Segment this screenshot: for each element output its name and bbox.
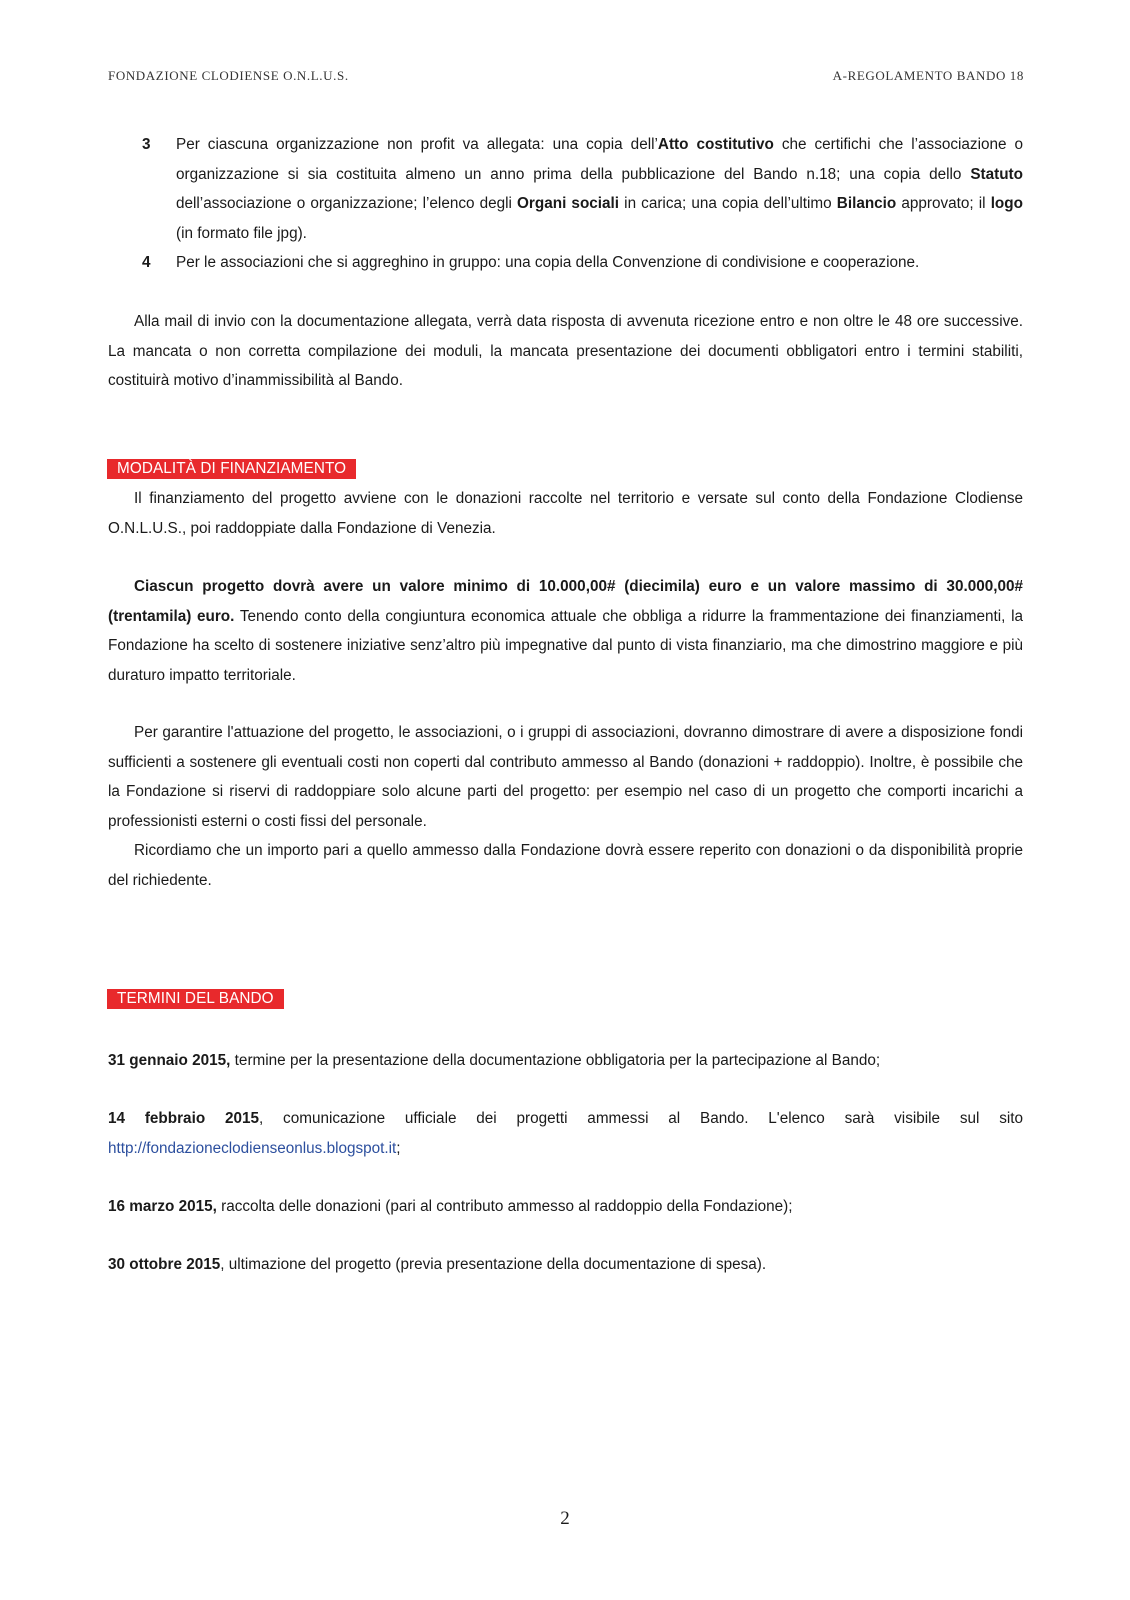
- financing-paragraph-4: Ricordiamo che un importo pari a quello ammesso dalla Fondazione dovrà essere reperito con donazioni o da disponibilità proprie del richiedente.: [108, 842, 1023, 889]
- financing-paragraph-1: Il finanziamento del progetto avviene con le donazioni raccolte nel territorio e versate sul conto della Fondazione Clodiense O.N.L.U.S., poi raddoppiate dalla Fondazione di Venezia.: [108, 490, 1023, 537]
- header-left: FONDAZIONE CLODIENSE O.N.L.U.S.: [108, 68, 349, 83]
- list-item: [108, 248, 1023, 278]
- list-item-text: Per le associazioni che si aggreghino in gruppo: una copia della Convenzione di condivisione e cooperazione.: [176, 254, 920, 271]
- financing-paragraph-3: Per garantire l'attuazione del progetto, le associazioni, o i gruppi di associazioni, dovranno dimostrare di avere a disposizione fondi sufficienti a sostenere gli eventuali costi non coperti dal contributo ammesso al Bando (donazioni + raddoppio). Inoltre, è possibile che la Fondazione si riservi di raddoppiare solo alcune parti del progetto: per esempio nel caso di un progetto che comporti incarichi a professionisti esterni o costi fissi del personale.: [108, 724, 1023, 830]
- term-item: 31 gennaio 2015, termine per la presentazione della documentazione obbligatoria per la partecipazione al Bando;: [108, 1052, 881, 1069]
- term-item: 30 ottobre 2015, ultimazione del progetto (previa presentazione della documentazione di spesa).: [108, 1256, 767, 1273]
- term-item: 14 febbraio 2015, comunicazione ufficiale dei progetti ammessi al Bando. L'elenco sarà visibile sul sito http://fondazioneclodienseonlus.blogspot.it;: [108, 1110, 1024, 1157]
- term-item: 16 marzo 2015, raccolta delle donazioni (pari al contributo ammesso al raddoppio della Fondazione);: [108, 1198, 793, 1215]
- list-item-number: 4: [142, 254, 151, 271]
- header-right: A-REGOLAMENTO BANDO 18: [832, 68, 1024, 83]
- mail-paragraph: Alla mail di invio con la documentazione allegata, verrà data risposta di avvenuta ricezione entro e non oltre le 48 ore successive. La mancata o non corretta compilazione dei moduli, la mancata presentazione dei documenti obbligatori entro i termini stabiliti, costituirà motivo d’inammissibilità al Bando.: [108, 313, 1023, 389]
- list-item: [108, 130, 1023, 248]
- list-item-text: Per ciascuna organizzazione non profit va allegata: una copia dell’Atto costitutivo che certifichi che l’associazione o organizzazione si sia costituita almeno un anno prima della pubblicazione del Bando n.18; una copia dello Statuto dell’associazione o organizzazione; l’elenco degli Organi sociali in carica; una copia dell’ultimo Bilancio approvato; il logo (in formato file jpg).: [176, 136, 1023, 242]
- list-item-number: 3: [142, 136, 151, 153]
- page-number: 2: [560, 1508, 570, 1529]
- financing-paragraph-2: Ciascun progetto dovrà avere un valore minimo di 10.000,00# (diecimila) euro e un valore massimo di 30.000,00# (trentamila) euro. Tenendo conto della congiuntura economica attuale che obbliga a ridurre la frammentazione dei finanziamenti, la Fondazione ha scelto di sostenere iniziative senz’altro più impegnative dal punto di vista finanziario, ma che dimostrino maggiore e più duraturo impatto territoriale.: [108, 578, 1023, 684]
- section-heading-financing: MODALITÀ DI FINANZIAMENTO: [107, 459, 356, 479]
- section-heading-terms: TERMINI DEL BANDO: [107, 989, 284, 1009]
- blog-link[interactable]: http://fondazioneclodienseonlus.blogspot.it: [108, 1139, 397, 1157]
